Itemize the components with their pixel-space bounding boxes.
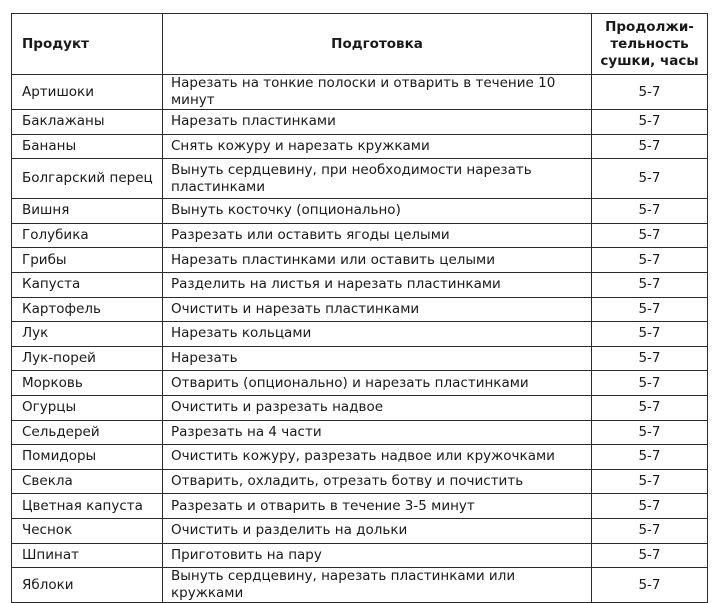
time-cell: 5-7 (592, 223, 708, 248)
product-cell: Лук-порей (12, 346, 163, 371)
time-cell: 5-7 (592, 297, 708, 322)
product-cell: Грибы (12, 248, 163, 273)
preparation-cell: Вынуть косточку (опционально) (163, 199, 592, 224)
product-cell: Шпинат (12, 543, 163, 568)
time-cell: 5-7 (592, 75, 708, 110)
preparation-line2: пластинками (171, 178, 265, 195)
product-cell: Морковь (12, 371, 163, 396)
time-cell: 5-7 (592, 199, 708, 224)
header-duration-line2: тельность (610, 35, 689, 52)
drying-table-container (11, 13, 708, 603)
preparation-cell: Вынуть сердцевину, нарезать пластинками или кружками (163, 568, 592, 603)
time-cell: 5-7 (592, 494, 708, 519)
product-cell: Вишня (12, 199, 163, 224)
time-cell: 5-7 (592, 272, 708, 297)
table-row (12, 494, 708, 519)
table-row (12, 445, 708, 470)
time-cell: 5-7 (592, 248, 708, 273)
product-cell: Артишоки (12, 75, 163, 110)
product-cell: Яблоки (12, 568, 163, 603)
product-cell: Цветная капуста (12, 494, 163, 519)
table-row (12, 469, 708, 494)
table-row (12, 543, 708, 568)
table-row (12, 346, 708, 371)
preparation-cell: Нарезать кольцами (163, 322, 592, 347)
preparation-cell: Снять кожуру и нарезать кружками (163, 134, 592, 159)
preparation-cell: Нарезать пластинками или оставить целыми (163, 248, 592, 273)
product-cell: Свекла (12, 469, 163, 494)
header-duration (592, 14, 708, 75)
time-cell: 5-7 (592, 420, 708, 445)
product-cell: Огурцы (12, 395, 163, 420)
table-row (12, 371, 708, 396)
preparation-cell: Отварить, охладить, отрезать ботву и почистить (163, 469, 592, 494)
table-row (12, 272, 708, 297)
product-cell: Лук (12, 322, 163, 347)
time-cell: 5-7 (592, 134, 708, 159)
header-preparation: Подготовка (163, 14, 592, 75)
product-cell: Сельдерей (12, 420, 163, 445)
preparation-cell: Приготовить на пару (163, 543, 592, 568)
preparation-cell: Нарезать пластинками (163, 110, 592, 135)
table-row (12, 322, 708, 347)
time-cell: 5-7 (592, 469, 708, 494)
table-row (12, 297, 708, 322)
time-cell: 5-7 (592, 543, 708, 568)
preparation-line1: Вынуть сердцевину, при необходимости нарезать (171, 161, 532, 178)
preparation-cell: Нарезать на тонкие полоски и отварить в течение 10 минут (163, 75, 592, 110)
table-row (12, 568, 708, 603)
time-cell: 5-7 (592, 346, 708, 371)
product-cell: Помидоры (12, 445, 163, 470)
preparation-cell: Очистить и разрезать надвое (163, 395, 592, 420)
table-row (12, 134, 708, 159)
preparation-cell: Разрезать и отварить в течение 3-5 минут (163, 494, 592, 519)
preparation-cell: Разрезать или оставить ягоды целыми (163, 223, 592, 248)
preparation-cell: Разрезать на 4 части (163, 420, 592, 445)
header-duration-line1: Продолжи- (605, 18, 694, 35)
product-cell: Капуста (12, 272, 163, 297)
time-cell: 5-7 (592, 445, 708, 470)
time-cell: 5-7 (592, 159, 708, 199)
preparation-cell: Отварить (опционально) и нарезать пластинками (163, 371, 592, 396)
table-row (12, 223, 708, 248)
time-cell: 5-7 (592, 395, 708, 420)
table-header-row (12, 14, 708, 75)
time-cell: 5-7 (592, 110, 708, 135)
table-row (12, 248, 708, 273)
table-row (12, 159, 708, 199)
table-row (12, 518, 708, 543)
preparation-cell: Очистить кожуру, разрезать надвое или кружочками (163, 445, 592, 470)
product-cell: Болгарский перец (12, 159, 163, 199)
product-cell: Голубика (12, 223, 163, 248)
preparation-cell: Очистить и разделить на дольки (163, 518, 592, 543)
product-cell: Картофель (12, 297, 163, 322)
header-duration-line3: сушки, часы (600, 52, 699, 69)
table-row (12, 420, 708, 445)
preparation-cell: Разделить на листья и нарезать пластинками (163, 272, 592, 297)
preparation-cell: Нарезать (163, 346, 592, 371)
preparation-cell: Очистить и нарезать пластинками (163, 297, 592, 322)
header-product: Продукт (12, 14, 163, 75)
product-cell: Чеснок (12, 518, 163, 543)
product-cell: Баклажаны (12, 110, 163, 135)
drying-table (11, 13, 708, 603)
preparation-cell (163, 159, 592, 199)
table-row (12, 75, 708, 110)
time-cell: 5-7 (592, 371, 708, 396)
table-row (12, 110, 708, 135)
time-cell: 5-7 (592, 568, 708, 603)
table-row (12, 395, 708, 420)
product-cell: Бананы (12, 134, 163, 159)
time-cell: 5-7 (592, 322, 708, 347)
time-cell: 5-7 (592, 518, 708, 543)
table-row (12, 199, 708, 224)
